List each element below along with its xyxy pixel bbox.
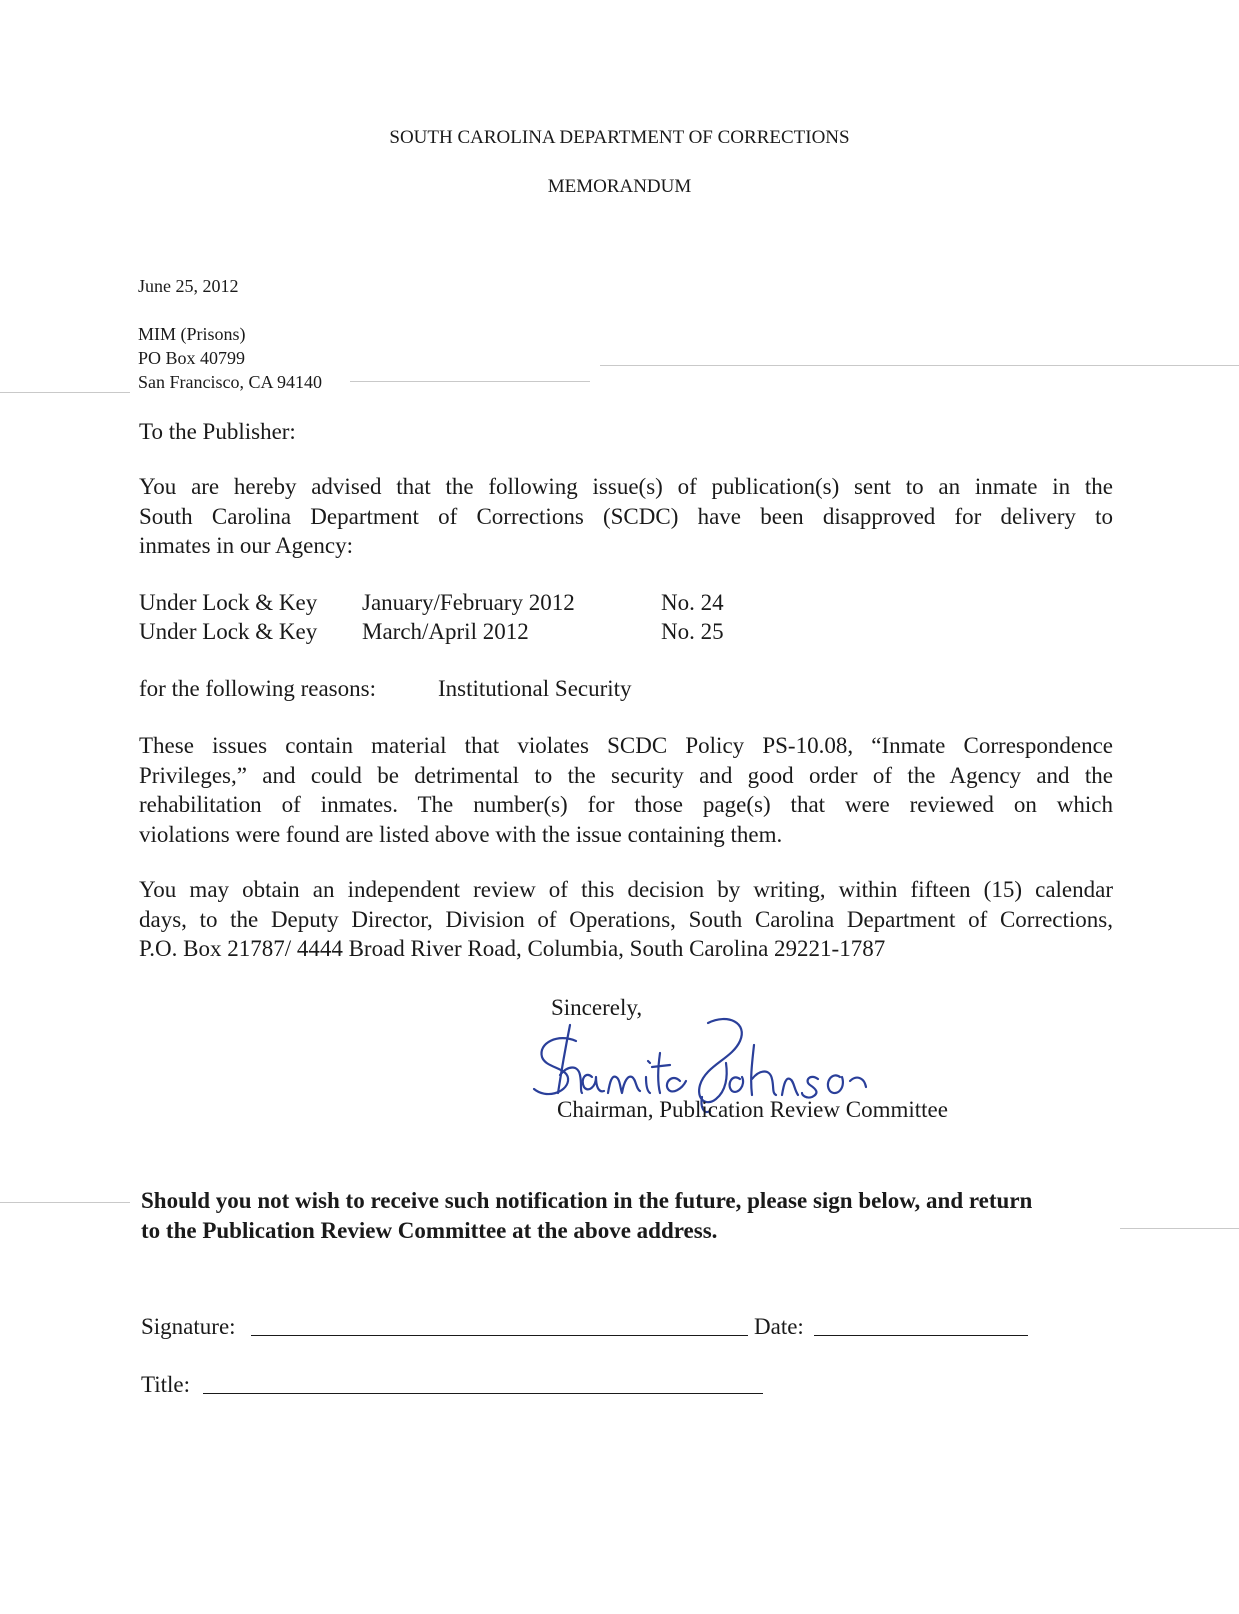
publication-number: No. 25 bbox=[661, 619, 724, 644]
paragraph-line: Privileges,” and could be detrimental to the security and good order of the Agency and the bbox=[139, 762, 1113, 788]
salutation: To the Publisher: bbox=[139, 419, 296, 444]
recipient-po-box: PO Box 40799 bbox=[138, 348, 246, 368]
optout-notice bbox=[141, 1186, 1032, 1246]
publication-issue: January/February 2012 bbox=[362, 590, 575, 615]
paragraph-line: You are hereby advised that the following issue(s) of publication(s) sent to an inmate in the bbox=[139, 474, 1113, 499]
scan-fold-line bbox=[0, 392, 130, 393]
paragraph-line: South Carolina Department of Corrections (SCDC) have been disapproved for delivery to bbox=[139, 503, 1113, 529]
reasons-label: for the following reasons: bbox=[139, 676, 376, 701]
scan-fold-line bbox=[350, 381, 590, 382]
publication-number: No. 24 bbox=[661, 590, 724, 615]
paragraph-line: You may obtain an independent review of this decision by writing, within fifteen (15) calendar bbox=[139, 877, 1113, 902]
publication-issue: March/April 2012 bbox=[362, 619, 529, 644]
recipient-name: MIM (Prisons) bbox=[138, 324, 246, 344]
date-line[interactable] bbox=[814, 1335, 1028, 1336]
optout-line: Should you not wish to receive such notification in the future, please sign below, and return bbox=[141, 1188, 1033, 1213]
optout-line: to the Publication Review Committee at the above address. bbox=[141, 1218, 718, 1243]
scan-fold-line bbox=[0, 1202, 130, 1203]
publication-title: Under Lock & Key bbox=[139, 619, 318, 644]
title-line[interactable] bbox=[203, 1393, 763, 1394]
title-label: Title: bbox=[141, 1372, 191, 1397]
paragraph-line: rehabilitation of inmates. The number(s) for those page(s) that were reviewed on which bbox=[139, 792, 1113, 817]
paragraph-line: These issues contain material that violates SCDC Policy PS-10.08, “Inmate Correspondence bbox=[139, 733, 1113, 758]
date-label: Date: bbox=[754, 1314, 804, 1339]
paragraph-line: violations were found are listed above with the issue containing them. bbox=[139, 821, 783, 847]
paragraph-line: inmates in our Agency: bbox=[139, 533, 353, 558]
paragraph-line: P.O. Box 21787/ 4444 Broad River Road, Columbia, South Carolina 29221-1787 bbox=[139, 936, 886, 961]
paragraph-line: days, to the Deputy Director, Division of Operations, South Carolina Department of Corrections, bbox=[139, 906, 1113, 932]
recipient-city: San Francisco, CA 94140 bbox=[138, 372, 322, 392]
reasons-value: Institutional Security bbox=[438, 676, 632, 701]
review-paragraph bbox=[139, 875, 1113, 964]
publication-title: Under Lock & Key bbox=[139, 590, 318, 615]
scan-fold-line bbox=[600, 365, 1239, 366]
memo-date: June 25, 2012 bbox=[138, 276, 239, 296]
signatory-title: Chairman, Publication Review Committee bbox=[557, 1097, 948, 1122]
violation-paragraph bbox=[139, 731, 1113, 849]
intro-paragraph bbox=[139, 472, 1113, 561]
closing: Sincerely, bbox=[551, 995, 643, 1020]
signature-label: Signature: bbox=[141, 1314, 236, 1339]
memorandum-heading: MEMORANDUM bbox=[547, 176, 692, 197]
agency-heading: SOUTH CAROLINA DEPARTMENT OF CORRECTIONS bbox=[389, 127, 850, 148]
signature-line[interactable] bbox=[251, 1335, 748, 1336]
scan-fold-line bbox=[1120, 1228, 1239, 1229]
